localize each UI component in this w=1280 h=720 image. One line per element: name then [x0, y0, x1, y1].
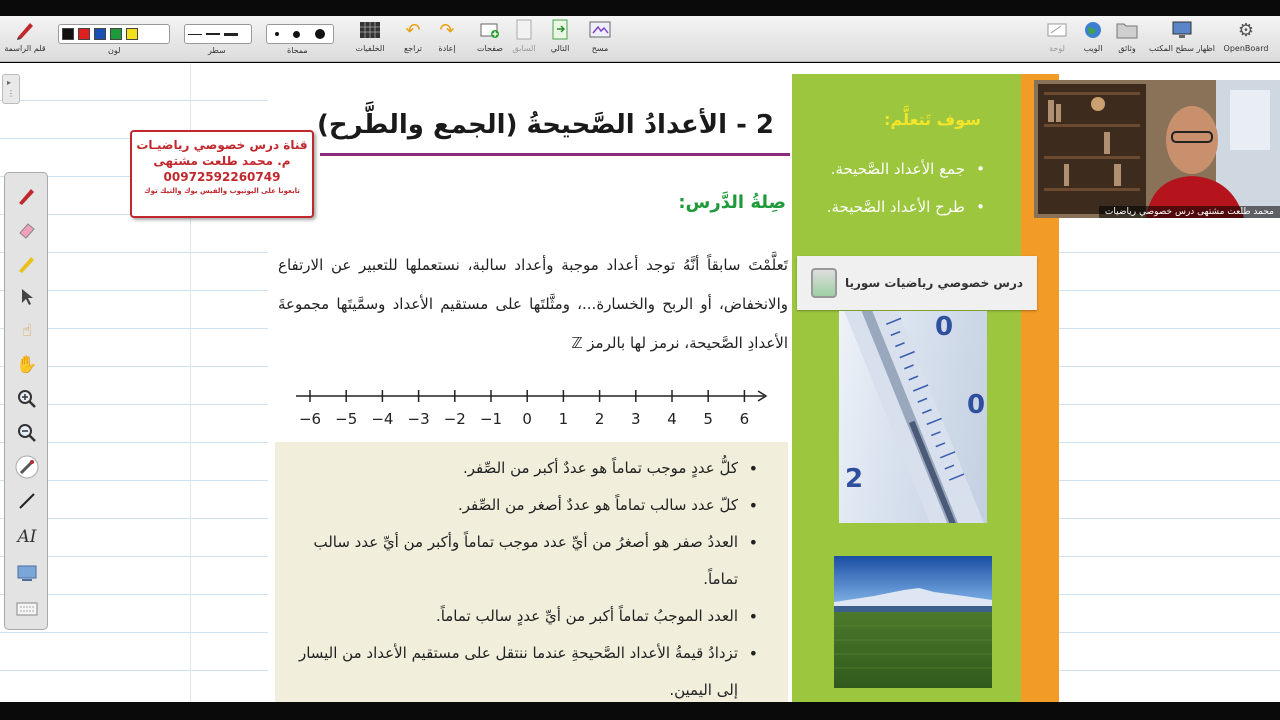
line-medium[interactable] [206, 33, 220, 35]
toolbar [0, 16, 1280, 62]
clear-board-icon [587, 18, 613, 42]
previous-page-icon [511, 18, 537, 42]
thermometer-image [839, 311, 987, 523]
openboard-label: OpenBoard [1223, 44, 1269, 53]
brand-logo-icon [811, 268, 837, 298]
channel-stamp [130, 130, 314, 218]
pen-icon [12, 18, 38, 42]
color-group [58, 24, 170, 44]
line-group-label: سطر [208, 46, 226, 55]
redo-icon: ↷ [439, 19, 455, 41]
zoom-in-icon[interactable] [13, 385, 41, 413]
eraser-large[interactable] [315, 29, 325, 39]
eraser-small[interactable] [275, 32, 279, 36]
fact-item: • العددُ صفر هو أصغرُ من أيِّ عدد موجب تماماً وأكبر من أيِّ عدد سالب تماماً. [278, 524, 758, 598]
number-line-label: 4 [667, 410, 677, 428]
pages-label: صفحات [477, 44, 503, 53]
zoom-out-icon[interactable] [13, 419, 41, 447]
laser-pointer-icon[interactable] [13, 453, 41, 481]
number-line-label: −3 [407, 410, 430, 428]
undo-button[interactable] [398, 18, 428, 60]
marker-icon[interactable] [13, 249, 41, 277]
backgrounds-label: الخلفيات [355, 44, 385, 53]
title-underline [320, 153, 790, 156]
intro-paragraph: تَعلَّمْتَ سابقاً أنَّهُ توجد أعداد موجبة وأعداد سالبة، نستعملها للتعبير عن الارتفاع والانخفاض، أو الربح والخسارة...، ومثَّلتَها على مستقيم الأعداد وسمَّيتَها مجموعةَ الأعدادِ الصَّحيحة، نرمز لها بالرمز ℤ [278, 256, 788, 352]
color-group-label: لون [108, 46, 121, 55]
fact-item: • تزدادُ قيمةُ الأعداد الصَّحيحةِ عندما ننتقل على مستقيم الأعداد من اليسار إلى اليمين. [278, 635, 758, 709]
documents-button[interactable] [1110, 18, 1144, 60]
stamp-channel-name: قناة درس خصوصي رياضيـات [136, 138, 308, 152]
top-letterbox [0, 0, 1280, 16]
next-page-icon [547, 18, 573, 42]
line-tool-icon[interactable] [13, 487, 41, 515]
fact-item: • العدد الموجبُ تماماً أكبر من أيِّ عددٍ سالب تماماً. [278, 598, 758, 635]
facts-box [275, 442, 788, 704]
bottom-letterbox [0, 702, 1280, 720]
color-black[interactable] [62, 28, 74, 40]
line-thin[interactable] [188, 34, 202, 35]
pen-tool-button[interactable] [2, 18, 48, 60]
objective-item: • جمع الأعداد الصَّحيحة. [827, 150, 985, 188]
number-line-label: 3 [631, 410, 641, 428]
folder-icon [1114, 18, 1140, 42]
clear-label: مسح [591, 44, 609, 53]
web-label: الويب [1083, 44, 1103, 53]
lesson-title: 2 - الأعدادُ الصَّحيحةُ (الجمع والطَّرح) [316, 110, 774, 140]
objective-item: • طرح الأعداد الصَّحيحة. [827, 188, 985, 226]
brand-banner [797, 256, 1037, 310]
redo-label: إعادة [438, 44, 456, 53]
color-blue[interactable] [94, 28, 106, 40]
show-desktop-label: اظهار سطح المكتب [1148, 44, 1216, 53]
web-button[interactable] [1076, 18, 1110, 60]
globe-icon [1080, 18, 1106, 42]
eraser-medium[interactable] [293, 31, 300, 38]
textbook-page [268, 74, 792, 702]
webcam-caption: محمد طلعت مشتهى درس خصوصي رياضيات [1099, 206, 1280, 218]
backgrounds-button[interactable] [350, 18, 390, 60]
number-line-label: −1 [479, 410, 503, 428]
mountain-landscape-image [834, 556, 992, 688]
next-page-button[interactable] [544, 18, 576, 60]
add-page-icon [477, 18, 503, 42]
number-line-label: 1 [558, 410, 569, 428]
webcam-feed [1034, 80, 1280, 218]
thermo-digit: 0 [967, 390, 986, 420]
pages-button[interactable] [474, 18, 506, 60]
eraser-size-group [266, 24, 334, 44]
board-label: لوحة [1049, 44, 1065, 53]
clear-button[interactable] [584, 18, 616, 60]
monitor-icon [1169, 18, 1195, 42]
stamp-phone: 00972592260749 [163, 170, 281, 184]
board-icon [1044, 18, 1070, 42]
openboard-menu-button[interactable] [1222, 18, 1270, 60]
previous-page-label: السابق [512, 44, 536, 53]
pen-icon[interactable] [13, 181, 41, 209]
number-line-label: 5 [703, 410, 713, 428]
tool-palette [4, 172, 48, 630]
interact-hand-icon[interactable]: ☝ [21, 321, 33, 341]
text-tool-icon[interactable]: AI [17, 527, 37, 547]
hand-icon[interactable]: ✋ [16, 355, 38, 375]
brand-text: درس خصوصي رياضيات سوريا [844, 276, 1024, 290]
number-line-label: −4 [371, 410, 394, 428]
eraser-group-label: ممحاة [287, 46, 308, 55]
keyboard-icon[interactable] [13, 595, 41, 623]
number-line-label: 0 [522, 410, 532, 428]
board-button[interactable] [1040, 18, 1074, 60]
line-width-group [184, 24, 252, 44]
number-line-label: −2 [443, 410, 466, 428]
number-line-label: 2 [594, 410, 605, 428]
number-line-label: −6 [298, 410, 322, 428]
color-green[interactable] [110, 28, 122, 40]
line-thick[interactable] [224, 33, 238, 36]
side-panel-handle[interactable]: ▸ ⋮ [2, 74, 20, 104]
number-line-label: −5 [335, 410, 358, 428]
capture-icon[interactable] [13, 559, 41, 587]
thermo-digit: 0 [935, 312, 954, 342]
settings-gear-icon: ⚙ [1237, 19, 1255, 41]
fact-item: • كلُّ عددٍ موجب تماماً هو عددٌ أكبر من الصِّفر. [278, 450, 758, 487]
color-yellow[interactable] [126, 28, 138, 40]
lesson-link-heading: صِلةُ الدَّرس: [678, 192, 786, 213]
number-line-label: 6 [739, 410, 750, 428]
fact-item: • كلّ عدد سالب تماماً هو عددٌ أصغر من الصِّفر. [278, 487, 758, 524]
facts-list [278, 450, 758, 709]
objectives-list [827, 150, 985, 226]
thermo-digit: 2 [845, 464, 864, 494]
undo-icon: ↶ [405, 19, 421, 41]
show-desktop-button[interactable] [1146, 18, 1218, 60]
grid-background-icon [357, 18, 383, 42]
redo-button[interactable] [432, 18, 462, 60]
stamp-teacher-name: م. محمد طلعت مشتهى [153, 154, 291, 168]
pointer-icon[interactable] [13, 283, 41, 311]
undo-label: تراجع [403, 44, 423, 53]
next-page-label: التالي [550, 44, 570, 53]
previous-page-button[interactable] [508, 18, 540, 60]
documents-label: وثائق [1118, 44, 1136, 53]
objectives-title: سوف تَتعلَّم: [884, 110, 981, 129]
eraser-icon[interactable] [13, 215, 41, 243]
pen-label: قلم الراسمة [4, 44, 46, 53]
color-red[interactable] [78, 28, 90, 40]
stamp-follow-text: تابعونا على اليوتيوب والفيس بوك والتيك توك [144, 187, 300, 195]
number-line [292, 384, 772, 434]
